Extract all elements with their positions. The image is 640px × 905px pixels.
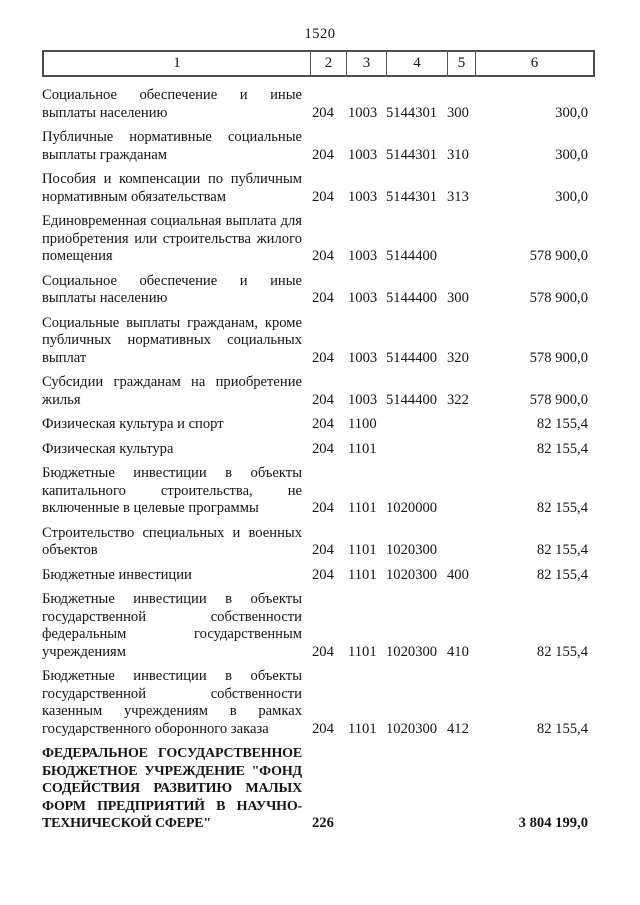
row-code-chief-administrator: 204 xyxy=(312,720,334,737)
row-code-chief-administrator: 204 xyxy=(312,349,334,366)
row-amount: 300,0 xyxy=(555,104,588,121)
row-code-section: 1003 xyxy=(348,349,378,366)
row-name: Пособия и компенсации по публичным нормативным обязательствам xyxy=(42,171,302,205)
row-code-section: 1101 xyxy=(348,542,377,558)
row-code-target-item: 5144301 xyxy=(386,146,438,163)
budget-table-header xyxy=(42,50,595,77)
row-code-chief-administrator: 204 xyxy=(312,188,334,205)
row-code-chief-administrator: 204 xyxy=(312,566,334,583)
table-row xyxy=(42,465,595,518)
row-code-target-item: 1020300 xyxy=(386,643,438,660)
row-code-expense-type: 300 xyxy=(447,104,469,121)
row-amount: 82 155,4 xyxy=(536,542,588,558)
row-code-chief-administrator: 204 xyxy=(312,104,334,121)
row-code-chief-administrator: 204 xyxy=(312,643,334,660)
row-code-section: 1101 xyxy=(348,566,377,583)
header-cell-2: 2 xyxy=(310,52,346,75)
table-row xyxy=(42,315,595,368)
row-name: Строительство специальных и военных объектов xyxy=(42,524,302,558)
table-row xyxy=(42,213,595,266)
row-code-target-item: 5144400 xyxy=(386,349,438,366)
header-cell-3: 3 xyxy=(346,52,386,75)
page-number: 1520 xyxy=(304,26,336,42)
row-code-section: 1003 xyxy=(348,290,378,306)
header-cell-4: 4 xyxy=(386,52,447,75)
header-cell-1: 1 xyxy=(173,55,181,71)
row-amount: 578 900,0 xyxy=(529,290,588,306)
row-amount: 82 155,4 xyxy=(536,720,588,737)
row-code-target-item: 5144301 xyxy=(386,188,438,205)
header-cell-5: 5 xyxy=(447,52,475,75)
row-amount: 578 900,0 xyxy=(529,349,588,366)
row-amount: 300,0 xyxy=(555,146,588,163)
row-code-expense-type: 313 xyxy=(447,188,469,205)
table-row xyxy=(42,668,595,738)
row-code-expense-type: 410 xyxy=(447,643,469,660)
row-name: Социальные выплаты гражданам, кроме публичных нормативных социальных выплат xyxy=(42,314,302,366)
row-amount: 82 155,4 xyxy=(536,500,588,516)
row-name: Социальное обеспечение и иные выплаты населению xyxy=(42,87,302,121)
row-code-section: 1100 xyxy=(348,416,377,432)
row-amount: 82 155,4 xyxy=(536,440,588,457)
row-code-expense-type: 300 xyxy=(447,290,469,306)
row-amount: 578 900,0 xyxy=(529,391,588,408)
table-row xyxy=(42,525,595,560)
header-cell-6: 6 xyxy=(475,52,593,75)
row-code-section: 1003 xyxy=(348,391,378,408)
row-code-expense-type: 310 xyxy=(447,146,469,163)
row-code-target-item: 1020300 xyxy=(386,566,438,583)
row-code-chief-administrator: 204 xyxy=(312,248,334,264)
table-row xyxy=(42,171,595,206)
row-code-chief-administrator: 226 xyxy=(312,815,334,831)
row-name: Публичные нормативные социальные выплаты гражданам xyxy=(42,129,302,163)
table-row xyxy=(42,374,595,409)
row-amount: 300,0 xyxy=(555,188,588,205)
row-name: Бюджетные инвестиции в объекты государственной собственности федеральным государственным учреждениям xyxy=(42,591,302,660)
row-amount: 578 900,0 xyxy=(529,248,588,264)
table-body xyxy=(42,87,595,833)
row-code-target-item: 1020300 xyxy=(386,542,438,558)
table-row xyxy=(42,745,595,833)
row-code-target-item: 5144400 xyxy=(386,391,438,408)
row-code-chief-administrator: 204 xyxy=(312,391,334,408)
table-row xyxy=(42,567,595,585)
row-name: Субсидии гражданам на приобретение жилья xyxy=(42,374,302,408)
row-name: Единовременная социальная выплата для приобретения или строительства жилого помещения xyxy=(42,213,302,264)
row-code-section: 1101 xyxy=(348,643,377,660)
row-code-chief-administrator: 204 xyxy=(312,542,334,558)
row-name: Бюджетные инвестиции в объекты государственной собственности казенным учреждениям в рамках государственного оборонного заказа xyxy=(42,668,302,737)
row-code-chief-administrator: 204 xyxy=(312,440,334,457)
row-code-expense-type: 322 xyxy=(447,391,469,408)
row-code-chief-administrator: 204 xyxy=(312,500,334,516)
row-name: Физическая культура xyxy=(42,440,174,457)
row-name: Бюджетные инвестиции xyxy=(42,566,192,583)
row-name: Бюджетные инвестиции в объекты капитального строительства, не включенные в целевые программы xyxy=(42,465,302,516)
row-code-target-item: 5144301 xyxy=(386,104,438,121)
row-code-target-item: 5144400 xyxy=(386,248,438,264)
row-code-expense-type: 412 xyxy=(447,720,469,737)
row-code-chief-administrator: 204 xyxy=(312,416,334,432)
table-row xyxy=(42,591,595,661)
row-name: ФЕДЕРАЛЬНОЕ ГОСУДАРСТВЕННОЕ БЮДЖЕТНОЕ УЧРЕЖДЕНИЕ "ФОНД СОДЕЙСТВИЯ РАЗВИТИЮ МАЛЫХ ФОРМ ПРЕДПРИЯТИЙ В НАУЧНО-ТЕХНИЧЕСКОЙ СФЕРЕ" xyxy=(42,746,302,831)
row-code-chief-administrator: 204 xyxy=(312,146,334,163)
row-code-chief-administrator: 204 xyxy=(312,290,334,306)
row-code-expense-type: 400 xyxy=(447,566,469,583)
row-amount: 82 155,4 xyxy=(536,643,588,660)
row-code-section: 1003 xyxy=(348,248,378,264)
row-amount: 82 155,4 xyxy=(536,566,588,583)
row-code-target-item: 1020000 xyxy=(386,500,438,516)
row-amount: 82 155,4 xyxy=(536,416,588,432)
table-row xyxy=(42,273,595,308)
row-code-section: 1101 xyxy=(348,500,377,516)
row-code-section: 1101 xyxy=(348,440,377,457)
row-code-target-item: 5144400 xyxy=(386,290,438,306)
row-amount: 3 804 199,0 xyxy=(518,815,588,831)
row-code-expense-type: 320 xyxy=(447,349,469,366)
row-code-target-item: 1020300 xyxy=(386,720,438,737)
row-name: Физическая культура и спорт xyxy=(42,416,224,432)
row-code-section: 1101 xyxy=(348,720,377,737)
table-row xyxy=(42,416,595,434)
table-row xyxy=(42,129,595,164)
row-code-section: 1003 xyxy=(348,188,378,205)
row-code-section: 1003 xyxy=(348,146,378,163)
row-name: Социальное обеспечение и иные выплаты населению xyxy=(42,272,302,306)
table-row xyxy=(42,87,595,122)
table-row xyxy=(42,441,595,459)
row-code-section: 1003 xyxy=(348,104,378,121)
